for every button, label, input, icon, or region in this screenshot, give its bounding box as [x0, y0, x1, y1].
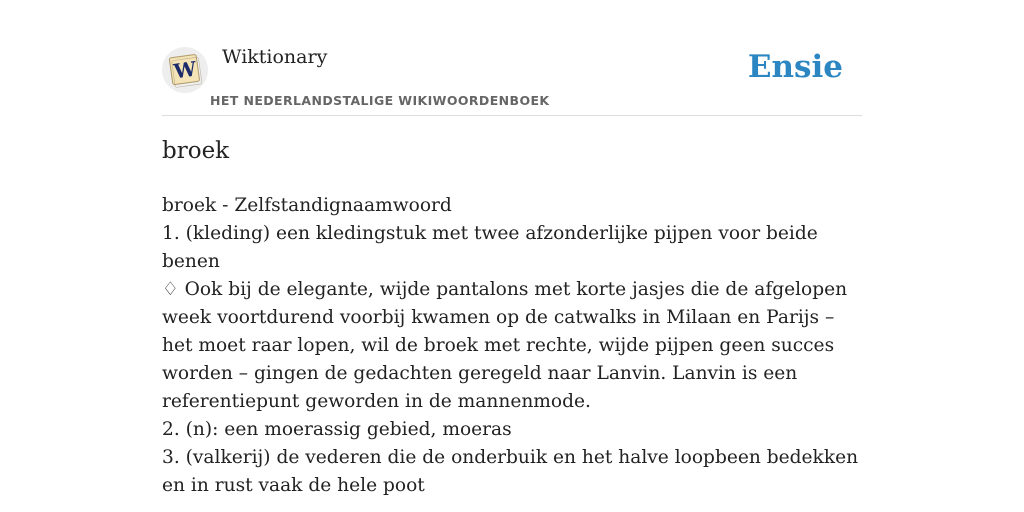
example-quote: ♢ Ook bij de elegante, wijde pantalons met korte jasjes die de afgelopen week voortdurend voorbij kwamen op de catwalks in Milaan en Parijs – het moet raar lopen, wil de broek met rechte, wijde pijpen geen succes worden – gingen de gedachten geregeld naar Lanvin. Lanvin is een referentiepunt geworden in de mannenmode. [162, 279, 848, 412]
definition-2: 2. (n): een moerassig gebied, moeras [162, 419, 512, 440]
definition-body [162, 192, 862, 500]
part-of-speech-line: broek - Zelfstandignaamwoord [162, 195, 452, 216]
definition-1: 1. (kleding) een kledingstuk met twee afzonderlijke pijpen voor beide benen [162, 223, 818, 272]
logo-letter: W [172, 56, 198, 84]
site-name[interactable]: Wiktionary [222, 46, 328, 68]
header [162, 44, 862, 116]
site-tagline: HET NEDERLANDSTALIGE WIKIWOORDENBOEK [210, 93, 550, 108]
word-title: broek [162, 138, 230, 164]
wiktionary-tile-icon [165, 50, 205, 90]
wiktionary-logo[interactable] [162, 47, 208, 93]
definition-3: 3. (valkerij) de vederen die de onderbuik en het halve loopbeen bedekken en in rust vaak de hele poot [162, 447, 859, 496]
ensie-logo-link[interactable]: Ensie [747, 49, 843, 85]
